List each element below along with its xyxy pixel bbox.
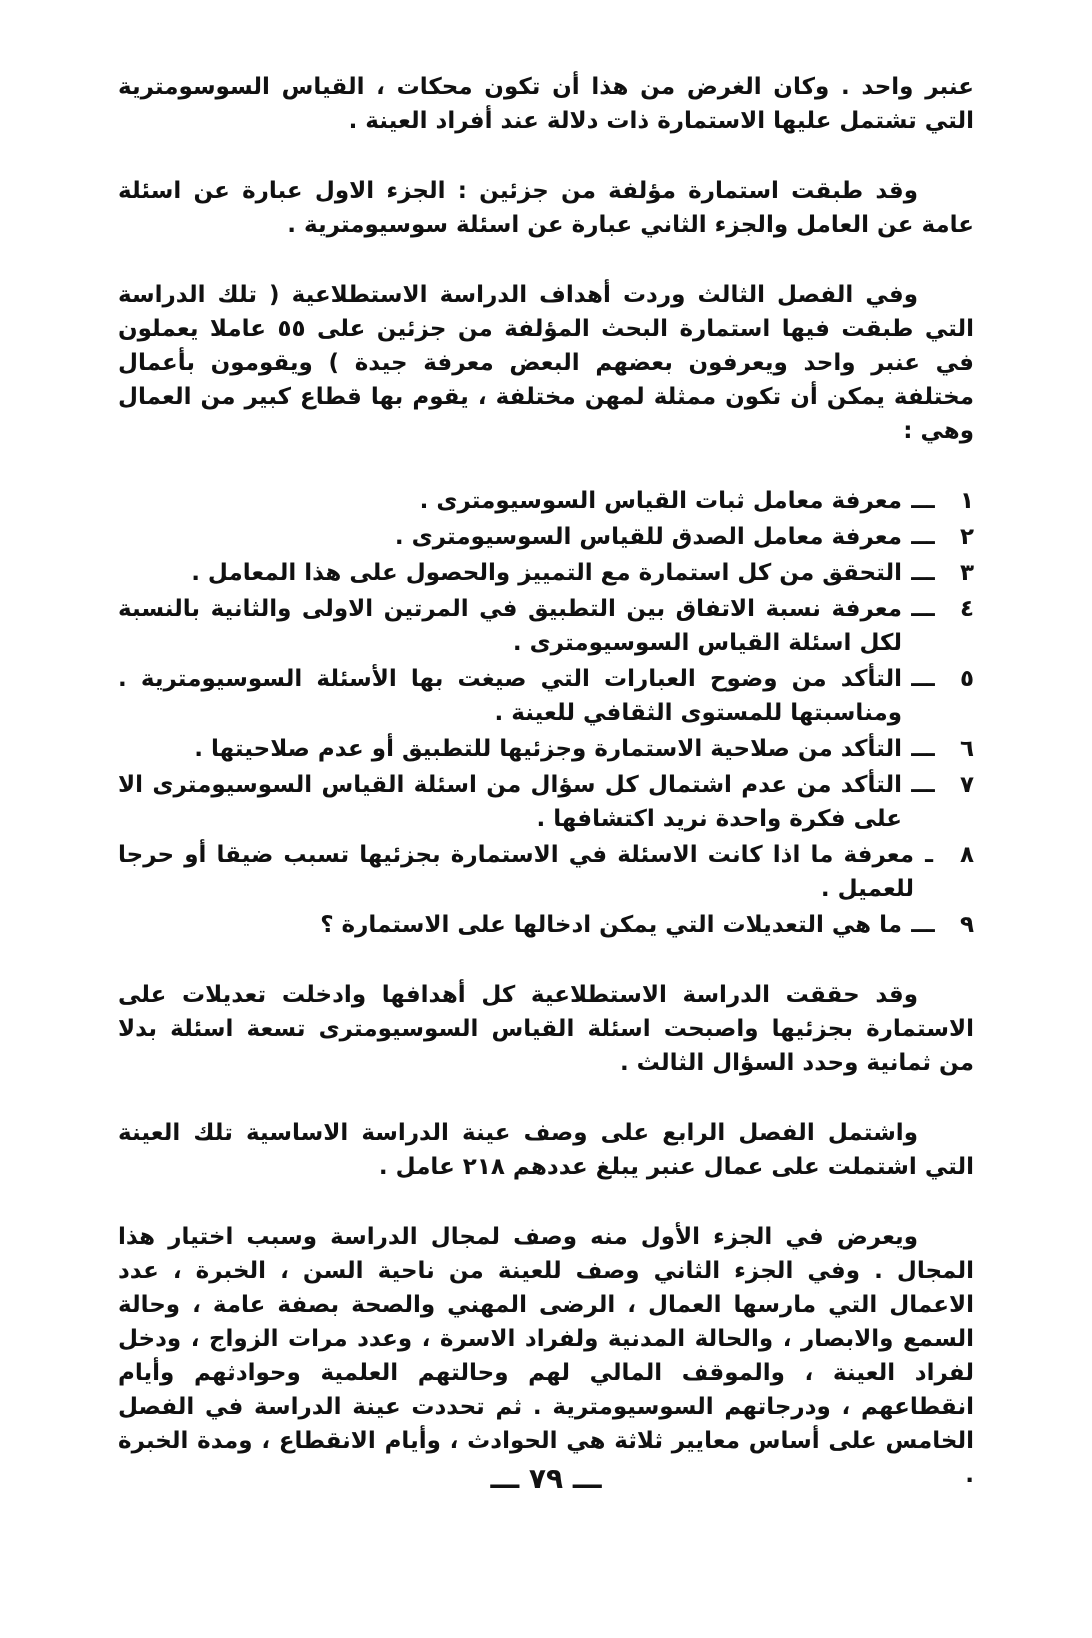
list-item-number: ٣ <box>959 560 974 586</box>
list-item-dash: ـــ <box>911 736 935 762</box>
list-item <box>118 908 974 942</box>
list-item-number: ٥ <box>959 666 974 692</box>
list-item <box>118 592 974 660</box>
list-item-text: التأكد من صلاحية الاستمارة وجزئيها للتطبيق أو عدم صلاحيتها . <box>194 736 902 762</box>
list-item-number: ٩ <box>959 912 974 938</box>
list-item <box>118 768 974 836</box>
document-page <box>118 70 974 1528</box>
list-item-number: ٧ <box>959 772 974 798</box>
list-item-dash: ـــ <box>911 524 935 550</box>
list-item-number: ٨ <box>959 842 974 868</box>
list-item-text: معرفة نسبة الاتفاق بين التطبيق في المرتين الاولى والثانية بالنسبة لكل اسئلة القياس السوسيومترى . <box>118 596 902 656</box>
paragraph-2: وقد طبقت استمارة مؤلفة من جزئين : الجزء الاول عبارة عن اسئلة عامة عن العامل والجزء الثاني عبارة عن اسئلة سوسيومترية . <box>118 178 974 238</box>
list-item <box>118 662 974 730</box>
list-item-number: ٦ <box>959 736 974 762</box>
list-item-dash: ـــ <box>911 666 935 692</box>
list-item-dash: ـــ <box>911 772 935 798</box>
list-item <box>118 520 974 554</box>
list-item-dash: ـــ <box>911 488 935 514</box>
list-item-number: ١ <box>959 488 974 514</box>
list-item-text: التحقق من كل استمارة مع التمييز والحصول على هذا المعامل . <box>191 560 902 586</box>
list-item <box>118 484 974 518</box>
list-item-text: التأكد من عدم اشتمال كل سؤال من اسئلة القياس السوسيومترى الا على فكرة واحدة نريد اكتشافها . <box>118 772 902 832</box>
list-item-text: ما هي التعديلات التي يمكن ادخالها على الاستمارة ؟ <box>320 912 902 938</box>
list-item <box>118 838 974 906</box>
list-item-text: معرفة ما اذا كانت الاسئلة في الاستمارة بجزئيها تسبب ضيقا أو حرجا للعميل . <box>118 842 914 902</box>
list-item-number: ٤ <box>959 596 974 622</box>
list-item-dash: ـ <box>925 842 933 868</box>
paragraph-5: واشتمل الفصل الرابع على وصف عينة الدراسة الاساسية تلك العينة التي اشتملت على عمال عنبر يبلغ عددهم ٢١٨ عامل . <box>118 1120 974 1180</box>
paragraph-1: عنبر واحد . وكان الغرض من هذا أن تكون محكات ، القياس السوسومترية التي تشتمل عليها الاستمارة ذات دلالة عند أفراد العينة . <box>118 74 974 134</box>
list-item-text: معرفة معامل الصدق للقياس السوسيومترى . <box>394 524 902 550</box>
list-item-number: ٢ <box>959 524 974 550</box>
list-item-dash: ـــ <box>911 912 935 938</box>
list-item-dash: ـــ <box>911 596 935 622</box>
list-item-text: معرفة معامل ثبات القياس السوسيومترى . <box>419 488 902 514</box>
paragraph-4: وقد حققت الدراسة الاستطلاعية كل أهدافها وادخلت تعديلات على الاستمارة بجزئيها واصبحت اسئلة القياس السوسيومترى تسعة اسئلة بدلا من ثمانية وحدد السؤال الثالث . <box>118 982 974 1076</box>
list-item <box>118 732 974 766</box>
list-item-dash: ـــ <box>911 560 935 586</box>
list-item <box>118 556 974 590</box>
list-item-text: التأكد من وضوح العبارات التي صيغت بها الأسئلة السوسيومترية . ومناسبتها للمستوى الثقافي للعينة . <box>118 666 902 726</box>
page-number: ـــ ٧٩ ـــ <box>490 1462 602 1495</box>
paragraph-3: وفي الفصل الثالث وردت أهداف الدراسة الاستطلاعية ( تلك الدراسة التي طبقت فيها استمارة البحث المؤلفة من جزئين على ٥٥ عاملا يعملون في عنبر واحد ويعرفون بعضهم البعض معرفة جيدة ) ويقومون بأعمال مختلفة يمكن أن تكون ممثلة لمهن مختلفة ، يقوم بها قطاع كبير من العمال وهي : <box>118 282 974 444</box>
objectives-list <box>118 484 974 942</box>
paragraph-6: ويعرض في الجزء الأول منه وصف لمجال الدراسة وسبب اختيار هذا المجال . وفي الجزء الثاني وصف للعينة من ناحية السن ، الخبرة ، عدد الاعمال التي مارسها العمال ، الرضى المهني والصحة بصفة عامة ، وحالة السمع والابصار ، والحالة المدنية ولفراد الاسرة ، وعدد مرات الزواج ، ودخل لفراد العينة ، والموقف المالي لهم وحالتهم العلمية وحوادثهم وأيام انقطاعهم ، ودرجاتهم السوسيومترية . ثم تحددت عينة الدراسة في الفصل الخامس على أساس معايير ثلاثة هي الحوادث ، وأيام الانقطاع ، ومدة الخبرة . <box>118 1224 974 1488</box>
